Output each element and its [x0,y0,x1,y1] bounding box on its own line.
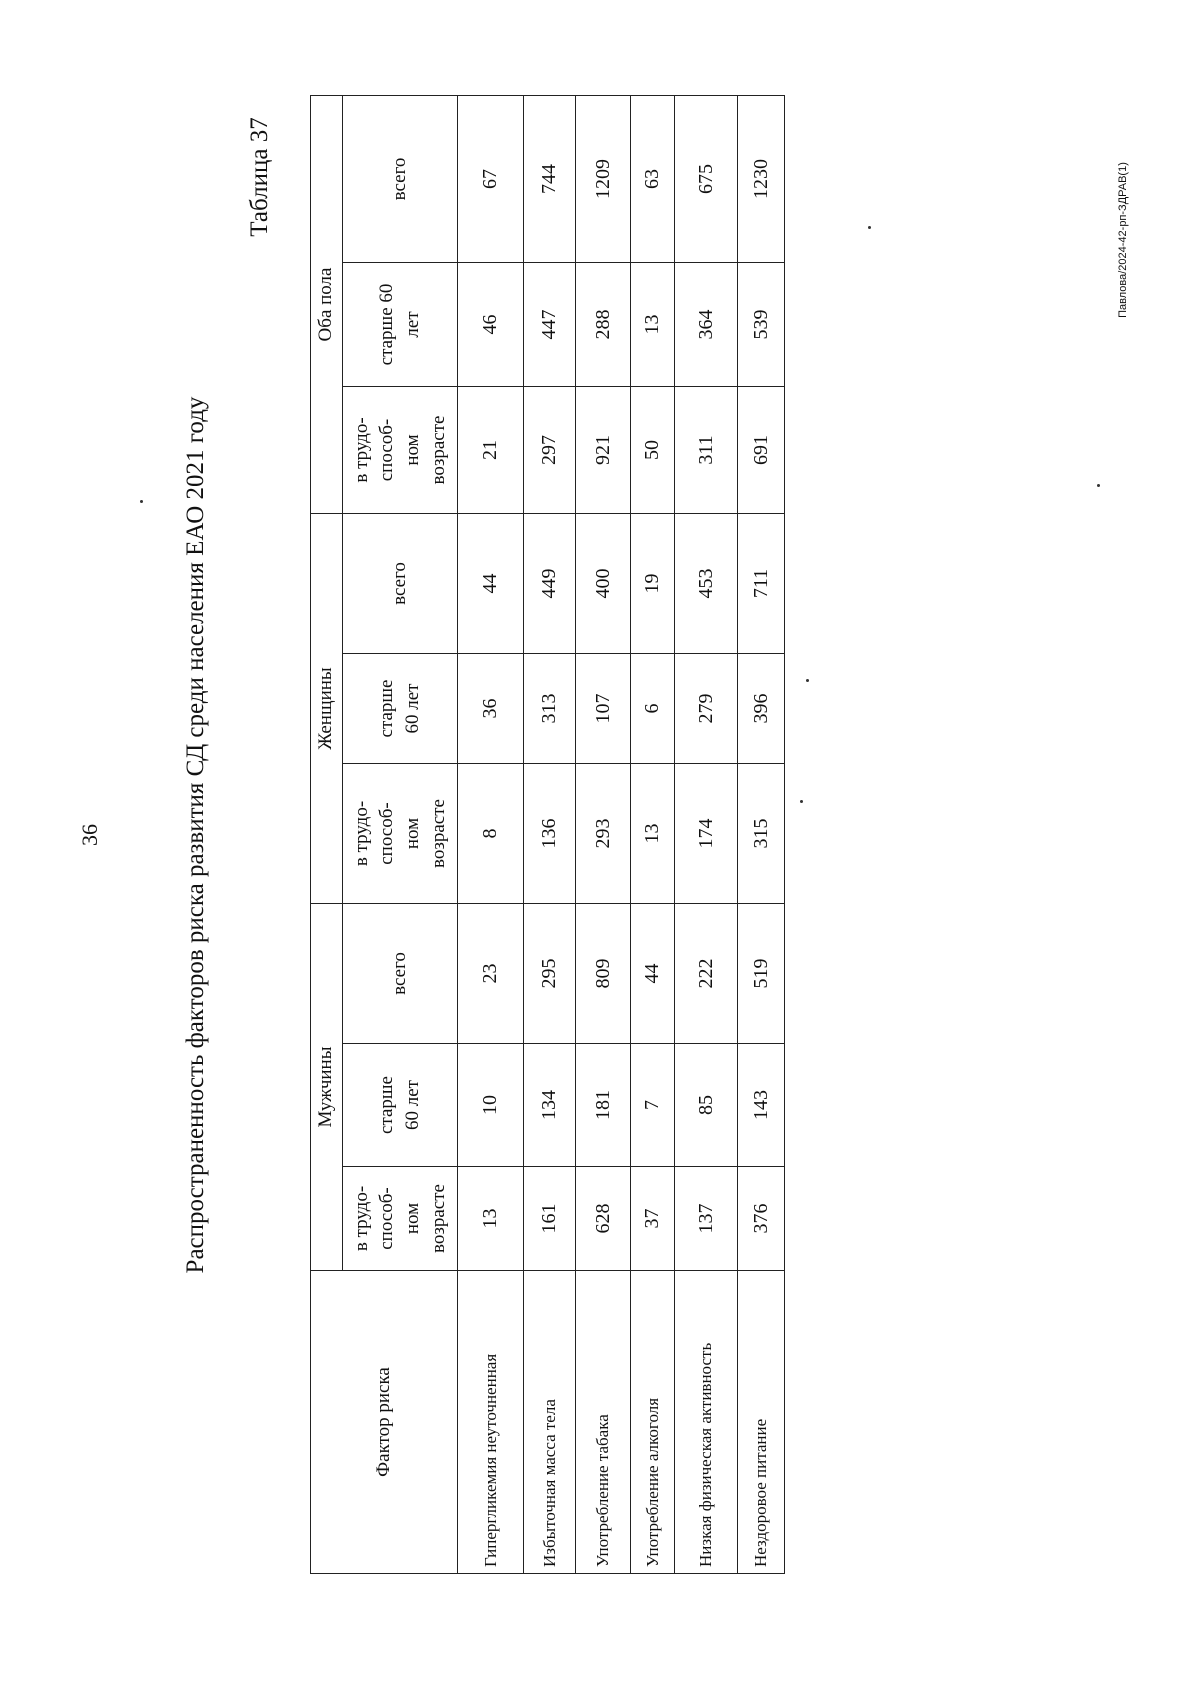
cell-men-over-60: 134 [523,1044,575,1167]
cell-both-total: 744 [523,95,575,262]
scan-speck [806,679,809,682]
risk-factors-table [310,95,785,1574]
cell-men-working-age: 161 [523,1167,575,1271]
table-row [523,95,575,1573]
cell-men-total: 519 [737,904,784,1044]
cell-men-over-60: 85 [674,1044,737,1167]
cell-men-over-60: 143 [737,1044,784,1167]
cell-women-total: 449 [523,513,575,653]
cell-both-working-age: 691 [737,386,784,513]
risk-factor-label: Нездоровое питание [737,1271,784,1574]
group-header-women: Женщины [311,513,343,903]
cell-men-total: 295 [523,904,575,1044]
cell-men-working-age: 137 [674,1167,737,1271]
cell-women-over-60: 107 [576,654,631,764]
subheader-men-over-60: старше 60 лет [343,1044,458,1167]
cell-both-working-age: 921 [576,386,631,513]
table-caption: Таблица 37 [246,117,273,237]
cell-women-total: 400 [576,513,631,653]
risk-factors-table-region [310,96,785,1574]
cell-both-over-60: 46 [458,262,524,386]
cell-women-over-60: 279 [674,654,737,764]
cell-both-working-age: 50 [630,386,674,513]
cell-both-total: 675 [674,95,737,262]
page-number: 36 [77,824,102,846]
cell-both-over-60: 13 [630,262,674,386]
cell-both-working-age: 21 [458,386,524,513]
factor-column-header: Фактор риска [311,1271,458,1574]
document-reference: Павлова/2024-42-рп-ЗДРАВ(1) [1117,162,1129,318]
cell-men-over-60: 7 [630,1044,674,1167]
subheader-women-total: всего [343,513,458,653]
risk-factor-label: Избыточная масса тела [523,1271,575,1574]
table-body [458,95,785,1573]
risk-factor-label: Употребление табака [576,1271,631,1574]
group-header-both: Оба пола [311,95,343,513]
cell-men-working-age: 628 [576,1167,631,1271]
cell-both-total: 63 [630,95,674,262]
cell-women-total: 44 [458,513,524,653]
cell-men-total: 23 [458,904,524,1044]
cell-both-over-60: 539 [737,262,784,386]
cell-men-working-age: 13 [458,1167,524,1271]
risk-factor-label: Гипергликемия неуточненная [458,1271,524,1574]
cell-men-total: 44 [630,904,674,1044]
risk-factor-label: Употребление алкоголя [630,1271,674,1574]
cell-men-total: 809 [576,904,631,1044]
scan-speck [868,226,871,229]
table-row [674,95,737,1573]
cell-both-over-60: 364 [674,262,737,386]
cell-women-working-age: 8 [458,764,524,904]
risk-factor-label: Низкая физическая активность [674,1271,737,1574]
cell-men-over-60: 10 [458,1044,524,1167]
cell-women-over-60: 396 [737,654,784,764]
cell-men-working-age: 37 [630,1167,674,1271]
subheader-both-working-age: в трудо- способ- ном возрасте [343,386,458,513]
cell-both-total: 1209 [576,95,631,262]
cell-women-over-60: 313 [523,654,575,764]
table-row [458,95,524,1573]
subheader-women-working-age: в трудо- способ- ном возрасте [343,764,458,904]
group-header-men: Мужчины [311,904,343,1271]
cell-both-total: 1230 [737,95,784,262]
scan-speck [1097,484,1100,487]
subheader-women-over-60: старше 60 лет [343,654,458,764]
cell-men-working-age: 376 [737,1167,784,1271]
subheader-both-over-60: старше 60 лет [343,262,458,386]
subheader-men-working-age: в трудо- способ- ном возрасте [343,1167,458,1271]
cell-both-working-age: 311 [674,386,737,513]
cell-both-over-60: 447 [523,262,575,386]
cell-men-over-60: 181 [576,1044,631,1167]
cell-both-total: 67 [458,95,524,262]
cell-women-working-age: 315 [737,764,784,904]
cell-women-total: 711 [737,513,784,653]
cell-both-over-60: 288 [576,262,631,386]
table-row [576,95,631,1573]
header-row-groups [311,95,343,1573]
cell-women-total: 19 [630,513,674,653]
cell-women-working-age: 136 [523,764,575,904]
cell-women-total: 453 [674,513,737,653]
subheader-both-total: всего [343,95,458,262]
cell-women-working-age: 293 [576,764,631,904]
cell-women-over-60: 36 [458,654,524,764]
cell-both-working-age: 297 [523,386,575,513]
cell-women-working-age: 174 [674,764,737,904]
page-title: Распространенность факторов риска развития СД среди населения ЕАО 2021 году [182,396,209,1274]
table-row [737,95,784,1573]
cell-women-working-age: 13 [630,764,674,904]
cell-women-over-60: 6 [630,654,674,764]
cell-men-total: 222 [674,904,737,1044]
table-row [630,95,674,1573]
scan-speck [140,500,143,503]
scan-speck [800,800,803,803]
subheader-men-total: всего [343,904,458,1044]
